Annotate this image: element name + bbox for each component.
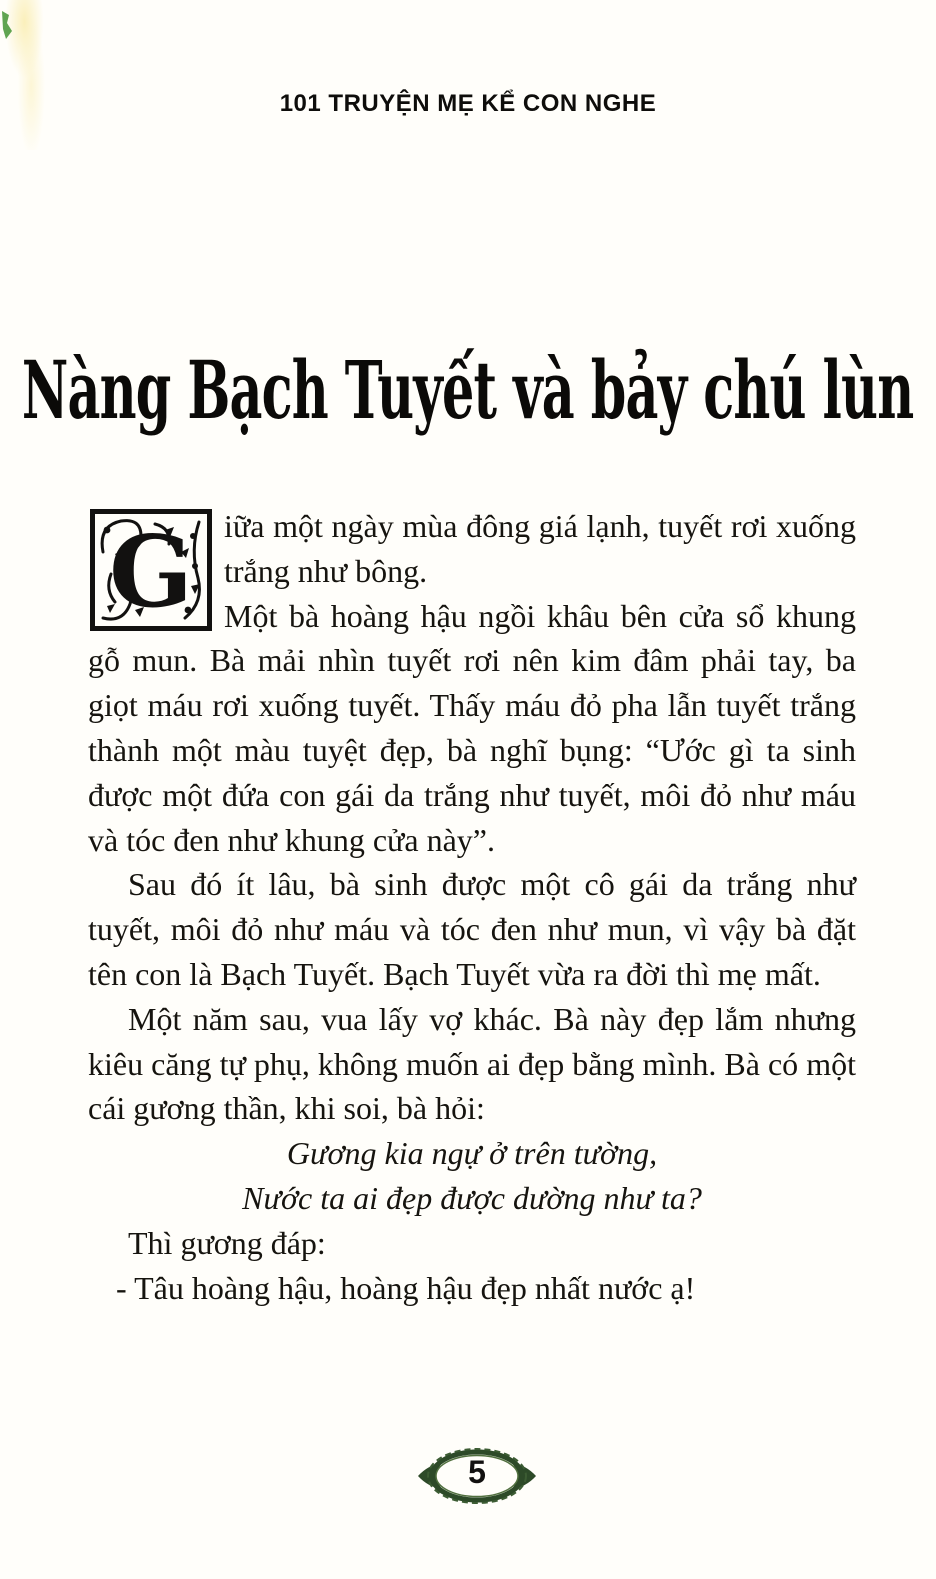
title-row xyxy=(0,344,936,438)
story-paragraph: iữa một ngày mùa đông giá lạnh, tuyết rơi xuống trắng như bông. xyxy=(224,508,856,589)
story-body xyxy=(88,504,856,1310)
page-number: 5 xyxy=(468,1454,486,1490)
story-paragraph: - Tâu hoàng hậu, hoàng hậu đẹp nhất nước ạ! xyxy=(116,1269,696,1306)
running-header: 101 TRUYỆN MẸ KỂ CON NGHE xyxy=(279,90,657,117)
drop-cap xyxy=(90,509,212,631)
story-title: Nàng Bạch Tuyết và bảy chú lùn xyxy=(22,344,914,438)
story-paragraph: Sau đó ít lâu, bà sinh được một cô gái da trắng như tuyết, môi đỏ như máu và tóc đen như mun, vì vậy bà đặt tên con là Bạch Tuyết. Bạch Tuyết vừa ra đời thì mẹ mất. xyxy=(88,866,856,992)
verse-line: Nước ta ai đẹp được dường như ta? xyxy=(242,1179,702,1216)
scan-artifact-mark-icon xyxy=(0,9,18,49)
story-paragraph: Thì gương đáp: xyxy=(128,1224,326,1261)
story-paragraph: Một bà hoàng hậu ngồi khâu bên cửa sổ khung gỗ mun. Bà mải nhìn tuyết rơi nên kim đâm phải tay, ba giọt máu rơi xuống tuyết. Thấy máu đỏ pha lẫn tuyết trắng thành một màu tuyệt đẹp, bà nghĩ bụng: “Ước gì ta sinh được một đứa con gái da trắng như tuyết, môi đỏ như máu và tóc đen như khung cửa này”. xyxy=(88,597,856,858)
story-paragraph: Một năm sau, vua lấy vợ khác. Bà này đẹp lắm nhưng kiêu căng tự phụ, không muốn ai đẹp bằng mình. Bà có một cái gương thần, khi soi, bà hỏi: xyxy=(88,1000,856,1127)
verse-line: Gương kia ngự ở trên tường, xyxy=(286,1135,658,1172)
drop-cap-letter: G xyxy=(109,515,193,630)
page-number-badge xyxy=(416,1447,538,1505)
